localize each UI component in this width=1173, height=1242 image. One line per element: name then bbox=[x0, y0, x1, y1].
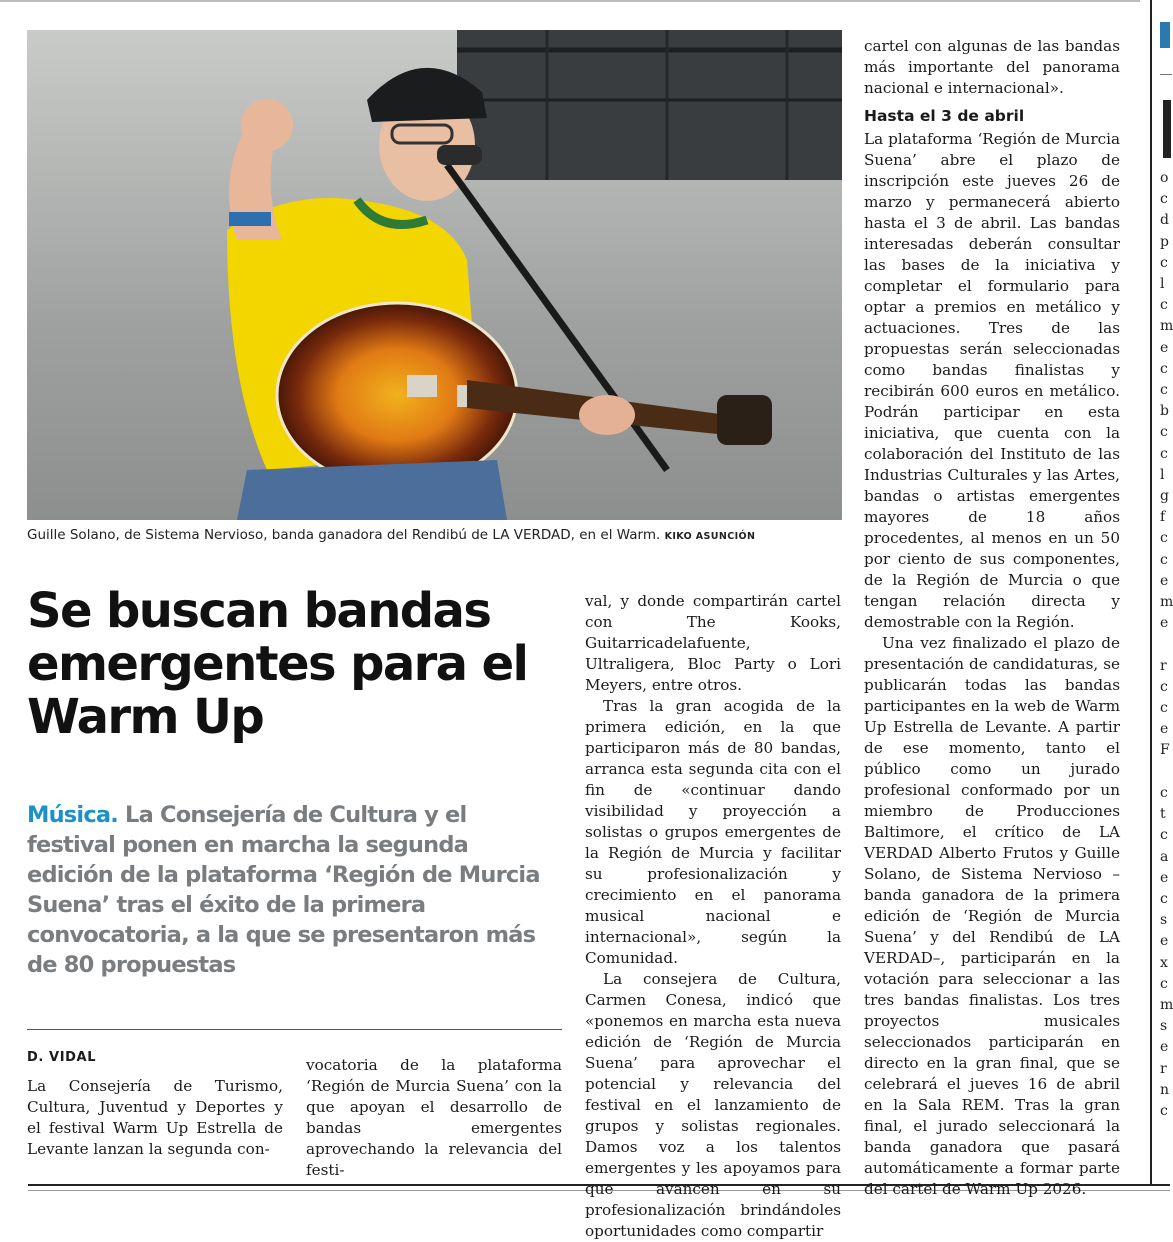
adjacent-article-header bbox=[1160, 22, 1170, 48]
section-heading: Hasta el 3 de abril bbox=[864, 107, 1025, 125]
subhead-text: La Consejería de Cultura y el festival ponen en marcha la segunda edición de la plataforma ‘Región de Murcia Suena’ tras el éxito de la primera convocatoria, a la que se presentaron más de 80 propuestas bbox=[27, 802, 540, 978]
adjacent-article-rule bbox=[1160, 74, 1172, 75]
body-column-1 bbox=[27, 1076, 283, 1160]
subhead-section-label: Música. bbox=[27, 802, 118, 828]
paragraph: vocatoria de la plataforma ‘Región de Murcia Suena’ con la que apoyan el desarrollo de bandas emergentes aprovechando la relevancia del festi- bbox=[306, 1056, 562, 1179]
cropped-letters: o c d p c l c m e c c b c c l g f c c e m e r c c e F c t c a e c s e x c m s e r n c bbox=[1160, 170, 1173, 1119]
byline-divider bbox=[27, 1029, 562, 1030]
top-rule bbox=[0, 0, 1140, 2]
photo-caption bbox=[27, 527, 842, 549]
subheadline bbox=[27, 800, 557, 980]
column-rule bbox=[1150, 0, 1152, 1186]
body-column-4 bbox=[864, 36, 1120, 1200]
paragraph: La plataforma ‘Región de Murcia Suena’ abre el plazo de inscripción este jueves 26 de marzo y permanecerá abierto hasta el 3 de abril. Las bandas interesadas deberán consultar las bases de la iniciativa y completar el formulario para optar a premios en metálico y actuaciones. Tres de las propuestas serán seleccionadas como bandas finalistas y recibirán 600 euros en metálico. Podrán participar en esta iniciativa, que cuenta con la colaboración del Instituto de las Industrias Culturales y las Artes, bandas o artistas emergentes mayores de 18 años procedentes, al menos en un 50 por ciento de sus componentes, de la Región de Murcia o que tengan relación directa y demostrable con la Región. bbox=[864, 130, 1120, 631]
adjacent-article-cropped-text bbox=[1160, 168, 1172, 1122]
guitarist-illustration bbox=[27, 30, 842, 520]
paragraph: val, y donde compartirán cartel con The Kooks, Guitarricadelafuente, Ultraligera, Bloc Party o Lori Meyers, entre otros. bbox=[585, 592, 841, 694]
paragraph: Una vez finalizado el plazo de presentación de candidaturas, se publicarán todas las bandas participantes en la web de Warm Up Estrella de Levante. A partir de ese momento, tanto el público como un jurado profesional conformado por un miembro de Producciones Baltimore, el crítico de LA VERDAD Alberto Frutos y Guille Solano, de Sistema Nervioso –banda ganadora de la primera edición de ‘Región de Murcia Suena’ y del Rendibú de LA VERDAD–, participarán en la votación para seleccionar a las tres bandas finalistas. Los tres proyectos musicales seleccionados participarán en directo en la gran final, que se celebrará el jueves 16 de abril en la Sala REM. Tras la gran final, el jurado seleccionará la banda ganadora que pasará automáticamente a formar parte del cartel de Warm Up 2026. bbox=[864, 634, 1120, 1198]
byline: D. VIDAL bbox=[27, 1050, 97, 1065]
headline: Se buscan bandas emergentes para el Warm Up bbox=[27, 583, 528, 745]
paragraph: La Consejería de Turismo, Cultura, Juventud y Deportes y el festival Warm Up Estrella de Levante lanzan la segunda con- bbox=[27, 1077, 283, 1158]
paragraph: cartel con algunas de las bandas más importante del panorama nacional e internacional». bbox=[864, 37, 1120, 97]
paragraph: Tras la gran acogida de la primera edición, en la que participaron más de 80 bandas, arranca esta segunda cita con el fin de «continuar dando visibilidad y proyección a solistas o grupos emergentes de la Región de Murcia y facilitar su profesionalización y crecimiento en el panorama musical nacional e internacional», según la Comunidad. bbox=[585, 697, 841, 967]
paragraph: La consejera de Cultura, Carmen Conesa, indicó que «ponemos en marcha esta nueva edición de ‘Región de Murcia Suena’ para aprovechar el potencial y relevancia del festival en el lanzamiento de grupos y solistas regionales. Damos voz a los talentos emergentes y les apoyamos para que avancen en su profesionalización brindándoles oportunidades como compartir bbox=[585, 970, 841, 1240]
adjacent-article-initial bbox=[1163, 100, 1171, 158]
caption-text: Guille Solano, de Sistema Nervioso, banda ganadora del Rendibú de LA VERDAD, en el Warm. bbox=[27, 527, 661, 543]
photo-credit: KIKO ASUNCIÓN bbox=[664, 531, 756, 542]
body-column-2 bbox=[306, 1055, 562, 1181]
body-column-3 bbox=[585, 591, 841, 1242]
concert-photo bbox=[27, 30, 842, 520]
